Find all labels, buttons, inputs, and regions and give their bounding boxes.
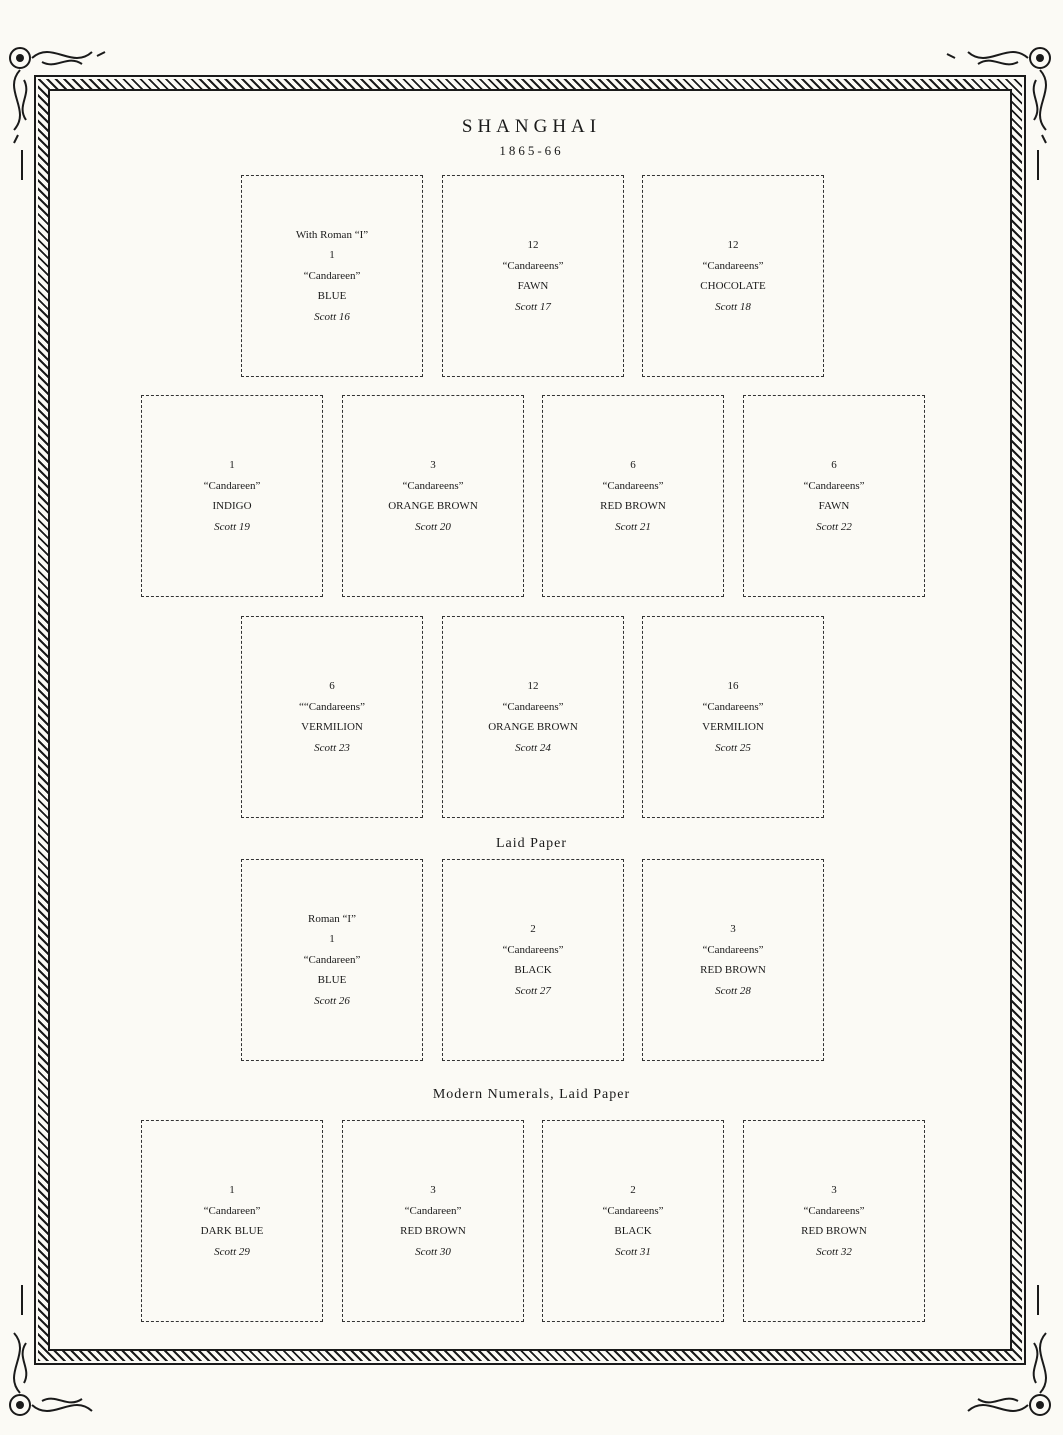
stamp-line: 3 xyxy=(430,459,436,471)
stamp-line: 3 xyxy=(730,923,736,935)
stamp-box xyxy=(642,859,824,1061)
stamp-line: 6 xyxy=(630,459,636,471)
stamp-line: “Candareen” xyxy=(303,269,361,282)
stamp-line: “Candareen” xyxy=(203,1204,261,1217)
stamp-line: 3 xyxy=(430,1184,436,1196)
scott-number: Scott 22 xyxy=(816,520,852,533)
scott-number: Scott 20 xyxy=(415,520,451,533)
scott-number: Scott 25 xyxy=(715,741,751,754)
stamp-box xyxy=(442,175,624,377)
stamp-line: RED BROWN xyxy=(600,500,666,512)
stamp-line: “Candareens” xyxy=(803,479,865,492)
stamp-line: “Candareens” xyxy=(502,700,564,713)
stamp-box xyxy=(241,859,423,1061)
stamp-line: “Candareens” xyxy=(803,1204,865,1217)
stamp-line: RED BROWN xyxy=(400,1225,466,1237)
stamp-line: “Candareen” xyxy=(404,1204,462,1217)
ornament-bottom-left xyxy=(2,1275,122,1425)
stamp-line: “Candareens” xyxy=(702,700,764,713)
stamp-line: 2 xyxy=(630,1184,636,1196)
stamp-line: 12 xyxy=(527,680,539,692)
stamp-line: 1 xyxy=(329,933,335,946)
stamp-line: 2 xyxy=(530,923,536,935)
ornament-bottom-right xyxy=(935,1275,1060,1425)
scott-number: Scott 27 xyxy=(515,984,551,997)
stamp-line: 1 xyxy=(229,1184,235,1196)
stamp-line: VERMILION xyxy=(702,721,764,733)
stamp-line: 1 xyxy=(329,249,335,262)
stamp-box xyxy=(542,1120,724,1322)
stamp-line: BLUE xyxy=(317,290,347,303)
stamp-line: “Candareen” xyxy=(203,479,261,492)
page-subtitle: 1865-66 xyxy=(499,143,564,158)
scott-number: Scott 16 xyxy=(314,310,350,323)
stamp-line: 1 xyxy=(229,459,235,471)
scott-number: Scott 18 xyxy=(715,300,751,313)
stamp-line: FAWN xyxy=(517,280,549,292)
ornament-top-left xyxy=(2,40,122,190)
stamp-line: “Candareens” xyxy=(602,479,664,492)
stamp-line: “Candareens” xyxy=(602,1204,664,1217)
page-title: SHANGHAI xyxy=(461,116,602,137)
stamp-box xyxy=(442,616,624,818)
scott-number: Scott 17 xyxy=(515,300,551,313)
stamp-line: “Candareens” xyxy=(502,943,564,956)
stamp-line: BLACK xyxy=(514,964,552,976)
stamp-box xyxy=(342,395,524,597)
stamp-box xyxy=(743,1120,925,1322)
stamp-box xyxy=(642,175,824,377)
stamp-line: RED BROWN xyxy=(700,964,766,976)
scott-number: Scott 29 xyxy=(214,1245,250,1258)
stamp-line: ORANGE BROWN xyxy=(388,500,478,512)
scott-number: Scott 24 xyxy=(515,741,551,754)
stamp-box xyxy=(241,175,423,377)
scott-number: Scott 26 xyxy=(314,994,350,1007)
stamp-line: “Candareen” xyxy=(303,953,361,966)
stamp-line: 3 xyxy=(831,1184,837,1196)
stamp-line: CHOCOLATE xyxy=(700,280,766,292)
stamp-line: RED BROWN xyxy=(801,1225,867,1237)
stamp-box xyxy=(542,395,724,597)
scott-number: Scott 30 xyxy=(415,1245,451,1258)
stamp-line: ““Candareens” xyxy=(299,700,365,713)
stamp-box xyxy=(141,1120,323,1322)
section-label-laid-paper: Laid Paper xyxy=(495,836,568,851)
stamp-line: With Roman “I” xyxy=(295,228,369,241)
stamp-line: BLACK xyxy=(614,1225,652,1237)
stamp-line: BLUE xyxy=(317,974,347,987)
stamp-line: 6 xyxy=(831,459,837,471)
stamp-line: “Candareens” xyxy=(702,943,764,956)
scott-number: Scott 19 xyxy=(214,520,250,533)
stamp-line: 6 xyxy=(329,680,335,692)
scott-number: Scott 32 xyxy=(816,1245,852,1258)
stamp-box xyxy=(241,616,423,818)
stamp-line: ORANGE BROWN xyxy=(488,721,578,733)
stamp-line: “Candareens” xyxy=(702,259,764,272)
stamp-line: FAWN xyxy=(818,500,850,512)
stamp-line: 12 xyxy=(527,239,539,251)
stamp-box xyxy=(442,859,624,1061)
stamp-line: “Candareens” xyxy=(402,479,464,492)
scott-number: Scott 31 xyxy=(615,1245,651,1258)
stamp-line: “Candareens” xyxy=(502,259,564,272)
stamp-line: DARK BLUE xyxy=(200,1225,264,1237)
stamp-line: Roman “I” xyxy=(308,912,356,925)
scott-number: Scott 23 xyxy=(314,741,350,754)
section-label-modern-numerals: Modern Numerals, Laid Paper xyxy=(432,1087,631,1102)
stamp-box xyxy=(141,395,323,597)
stamp-line: 16 xyxy=(727,680,739,692)
stamp-box xyxy=(342,1120,524,1322)
scott-number: Scott 21 xyxy=(615,520,651,533)
ornament-top-right xyxy=(895,36,1060,186)
stamp-line: 12 xyxy=(727,239,739,251)
stamp-box xyxy=(642,616,824,818)
stamp-line: VERMILION xyxy=(301,721,363,733)
stamp-box xyxy=(743,395,925,597)
scott-number: Scott 28 xyxy=(715,984,751,997)
stamp-line: INDIGO xyxy=(212,500,252,512)
